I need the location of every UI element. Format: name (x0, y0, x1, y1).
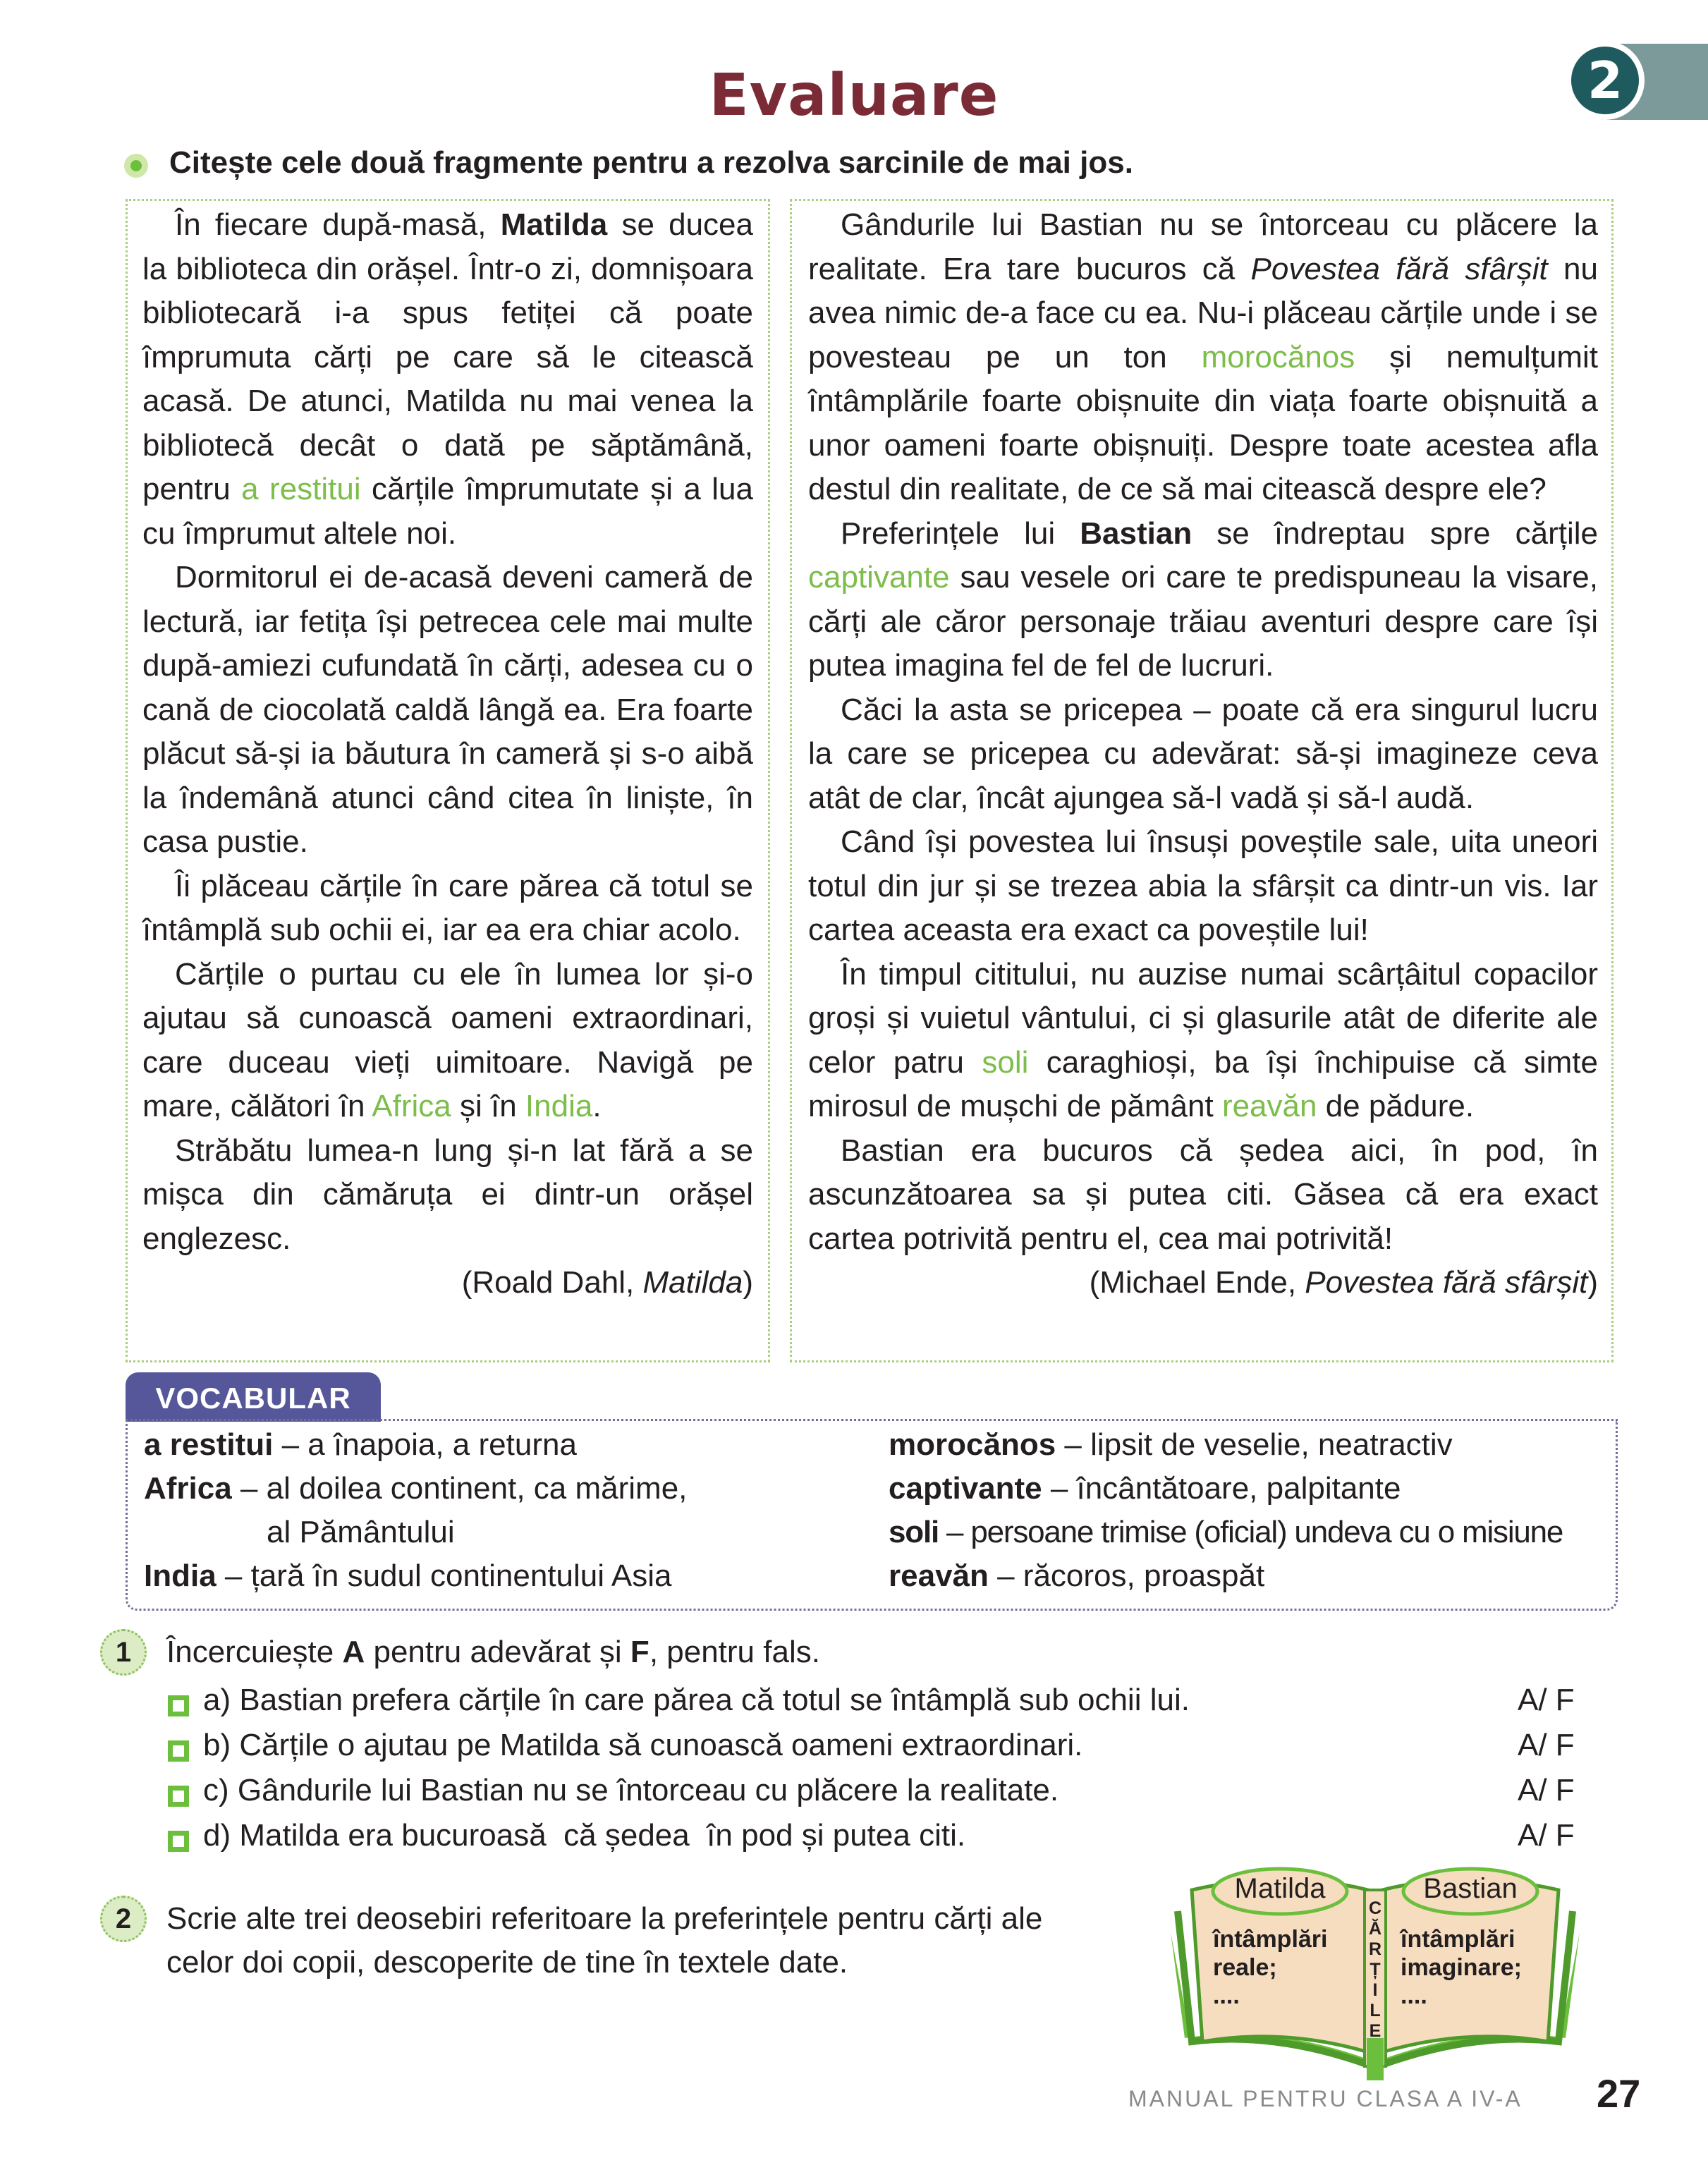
book-title: Povestea fără sfârșit (1250, 251, 1548, 286)
paragraph: Când își povestea lui însuși poveștile sale, uita uneori totul din jur și se trezea abia la sfârșit ca dintr-un vis. Iar cartea aceasta era exact ca poveștile lui! (808, 824, 1598, 947)
true-false-choice[interactable]: A/ F (1518, 1683, 1575, 1717)
vocab-word: India (525, 1089, 593, 1123)
exercise-2-line: Scrie alte trei deosebiri referitoare la preferințele pentru cărți ale (166, 1901, 1043, 1936)
vocab-word: a restitui (241, 472, 361, 506)
vocab-entry: captivante – încântătoare, palpitante (889, 1471, 1401, 1506)
fragment-bastian (808, 203, 1598, 1305)
true-false-choice[interactable]: A/ F (1518, 1818, 1575, 1853)
vocab-entry: reavăn – răcoros, proaspăt (889, 1559, 1265, 1593)
book-spine-label: C Ă R Ț I L E (1368, 1898, 1382, 2041)
paragraph: Căci la asta se pricepea – poate că era singurul lucru la care se pricepea cu adevărat: să-și imagineze ceva atât de clar, încât ajungea să-l vadă și să-l audă. (808, 692, 1598, 815)
vocab-word: reavăn (1221, 1089, 1317, 1123)
paragraph: Îi plăceau cărțile în care părea că totul se întâmplă sub ochii ei, iar ea era chiar acolo. (142, 868, 753, 947)
checkbox-icon (168, 1740, 189, 1762)
exercise-1-item-a: a) Bastian prefera cărțile în care părea că totul se întâmplă sub ochii lui. (203, 1683, 1190, 1717)
paragraph: Gândurile lui Bastian nu se întorceau cu plăcere la realitate. Era tare bucuros că Povestea fără sfârșit nu avea nimic de-a face cu ea. Nu-i plăceau cărțile unde i se povesteau pe un ton morocănos și nemulțumit întâmplările foarte obișnuite din viața foarte obișnuită a unor oameni foarte obișnuiți. Despre toate acestea afla destul din realitate, de ce să mai citească despre ele? (808, 207, 1598, 506)
vocab-entry: morocănos – lipsit de veselie, neatractiv (889, 1427, 1453, 1462)
exercise-2-line: celor doi copii, descoperite de tine în textele date. (166, 1945, 848, 1980)
vocab-word: soli (982, 1044, 1029, 1080)
vocab-entry: soli – persoane trimise (oficial) undeva cu o misiune (889, 1515, 1563, 1549)
character-name: Matilda (500, 207, 608, 242)
exercise-1-instruction: Încercuiește A pentru adevărat și F, pentru fals. (166, 1635, 820, 1669)
vocab-word: morocănos (1201, 339, 1355, 374)
paragraph: Preferințele lui Bastian se îndreptau spre cărțile captivante sau vesele ori care te predispuneau la visare, cărți ale căror personaje trăiau aventuri despre care își putea imagina fel de fel de lucruri. (808, 516, 1598, 683)
chapter-number: 2 (1566, 41, 1645, 120)
paragraph: Cărțile o purtau cu ele în lumea lor și-o ajutau să cunoască oameni extraordinari, care duceau vieți uimitoare. Navigă pe mare, călători în Africa și în India. (142, 956, 753, 1123)
exercise-1-item-c: c) Gândurile lui Bastian nu se întorceau cu plăcere la realitate. (203, 1773, 1059, 1807)
true-false-choice[interactable]: A/ F (1518, 1728, 1575, 1762)
paragraph: Bastian era bucuros că ședea aici, în pod, în ascunzătoarea sa și putea citi. Găsea că era exact cartea potrivită pentru el, cea mai potrivită! (808, 1133, 1598, 1256)
bullet-icon (124, 154, 148, 178)
exercise-1-item-d: d) Matilda era bucuroasă că ședea în pod și putea citi. (203, 1818, 966, 1853)
checkbox-icon (168, 1695, 189, 1716)
paragraph: În fiecare după-masă, Matilda se ducea la biblioteca din orășel. Într-o zi, domnișoara bibliotecară i-a spus fetiței că poate împrumuta cărți pe care să le citească acasă. De atunci, Matilda nu mai venea la bibliotecă decât o dată pe săptămână, pentru a restitui cărțile împrumutate și a lua cu împrumut altele noi. (142, 207, 753, 551)
vocabulary-label: VOCABULAR (126, 1372, 381, 1422)
checkbox-icon (168, 1786, 189, 1807)
page-title: Evaluare (709, 62, 999, 129)
footer-manual-title: MANUAL PENTRU CLASA A IV-A (1128, 2086, 1523, 2111)
exercise-1-number: 1 (100, 1629, 147, 1676)
character-name: Bastian (1080, 516, 1192, 551)
exercise-2-number: 2 (100, 1896, 147, 1942)
vocab-entry-continued: al Pământului (267, 1515, 455, 1549)
page-number: 27 (1597, 2071, 1641, 2116)
vocab-entry: a restitui – a înapoia, a returna (144, 1427, 577, 1462)
book-illustration (1164, 1862, 1587, 2080)
source-citation: (Michael Ende, Povestea fără sfârșit) (1089, 1265, 1598, 1300)
vocab-entry: India – țară în sudul continentului Asia (144, 1559, 672, 1593)
paragraph: În timpul cititului, nu auzise numai scârțâitul copacilor groși și vuietul vântului, ci și glasurile atât de diferite ale celor patru soli caraghioși, ba își închipuise că simte mirosul de mușchi de pământ reavăn de pădure. (808, 956, 1598, 1123)
exercise-1-item-b: b) Cărțile o ajutau pe Matilda să cunoască oameni extraordinari. (203, 1728, 1083, 1762)
book-left-text: întâmplări reale; .... (1213, 1926, 1328, 2009)
fragment-matilda (142, 203, 753, 1305)
book-right-name: Bastian (1423, 1873, 1518, 1904)
paragraph: Dormitorul ei de-acasă deveni cameră de lectură, iar fetița își petrecea cele mai multe după-amiezi cufundată în cărți, adesea cu o cană de ciocolată caldă lângă ea. Era foarte plăcut să-și ia băutura în cameră și s-o aibă la îndemână atunci când citea în liniște, în casa pustie. (142, 560, 753, 859)
paragraph: Străbătu lumea-n lung și-n lat fără a se mișca din cămăruța ei dintr-un orășel englezesc. (142, 1133, 753, 1256)
book-left-name: Matilda (1234, 1873, 1326, 1904)
true-false-choice[interactable]: A/ F (1518, 1773, 1575, 1807)
instruction-text: Citește cele două fragmente pentru a rezolva sarcinile de mai jos. (169, 145, 1133, 180)
checkbox-icon (168, 1831, 189, 1852)
book-right-text: întâmplări imaginare; .... (1401, 1926, 1522, 2009)
source-citation: (Roald Dahl, Matilda) (461, 1265, 753, 1300)
vocab-word: captivante (808, 560, 950, 594)
vocab-entry: Africa – al doilea continent, ca mărime, (144, 1471, 688, 1506)
vocab-word: Africa (372, 1089, 451, 1123)
